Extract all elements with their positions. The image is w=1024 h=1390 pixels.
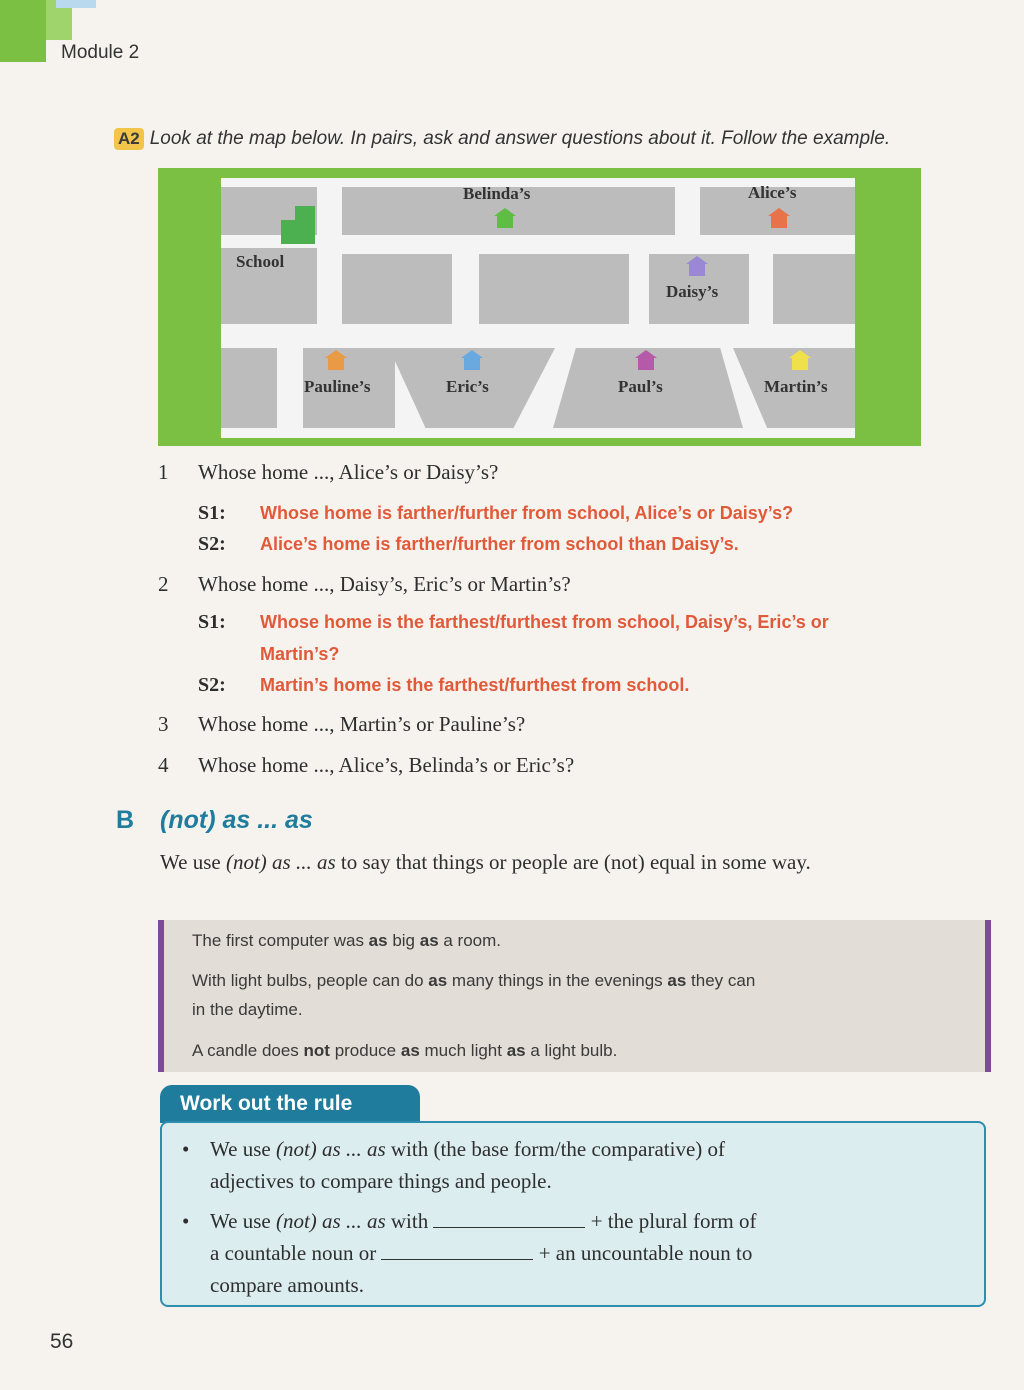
map-label-eric: Eric’s [446,377,489,396]
task-badge: A2 [114,128,144,150]
map-label-martin: Martin’s [764,377,828,396]
house-icon-pauline [325,350,347,370]
city-block [342,254,452,324]
question-item [158,712,525,737]
house-icon-eric [461,350,483,370]
section-title: (not) as ... as [160,806,313,834]
question-text: Whose home ..., Martin’s or Pauline’s? [198,712,526,736]
map-label-daisy: Daisy’s [666,282,719,301]
example-line [198,533,739,556]
map-label-alice: Alice’s [748,183,797,202]
speaker-label: S2: [198,674,226,696]
section-letter: B [116,806,135,834]
example-sentence: With light bulbs, people can do as many things in the evenings as they can in the daytime. [192,971,756,1019]
example-line [198,502,793,525]
section-intro: We use (not) as ... as to say that things or people are (not) equal in some way. [160,850,811,874]
speaker-label: S1: [198,611,226,633]
question-item [158,460,498,485]
example-sentences-box [158,920,991,1072]
rule-bullet: • We use (not) as ... as with (the base form/the comparative) of adjectives to compare things and people. [182,1137,725,1193]
map-label-school: School [236,252,285,271]
task-instruction [114,128,890,150]
question-number: 2 [158,572,169,596]
example-line [198,674,689,697]
example-answer: Martin’s home is the farthest/furthest from school. [260,675,690,695]
example-answer: Alice’s home is farther/further from school than Daisy’s. [260,534,739,554]
example-sentence: A candle does not produce as much light as a light bulb. [192,1041,618,1060]
example-line [260,643,339,666]
city-block [479,254,629,324]
question-text: Whose home ..., Alice’s or Daisy’s? [198,460,499,484]
house-icon-belinda [494,208,516,228]
fill-in-blank[interactable] [433,1213,585,1228]
city-block [221,348,277,428]
speaker-label: S1: [198,502,226,524]
question-item [158,753,574,778]
page-number: 56 [50,1330,74,1353]
rule-bullet: • We use (not) as ... as with + the plural form of a countable noun or + an uncountable noun to compare amounts. [182,1209,757,1297]
city-block [773,254,855,324]
question-number: 1 [158,460,169,484]
question-number: 4 [158,753,169,777]
module-label: Module 2 [61,42,140,63]
question-text: Whose home ..., Alice’s, Belinda’s or Eric’s? [198,753,575,777]
street-map [221,178,855,438]
example-sentence: The first computer was as big as a room. [192,931,502,950]
house-icon-martin [789,350,811,370]
map-label-belinda: Belinda’s [463,184,531,203]
rule-box [160,1121,986,1307]
map-label-paul: Paul’s [618,377,663,396]
corner-decoration [0,0,46,62]
house-icon-paul [635,350,657,370]
house-icon-daisy [686,256,708,276]
speaker-label: S2: [198,533,226,555]
task-text: Look at the map below. In pairs, ask and answer questions about it. Follow the example. [149,128,891,149]
question-item [158,572,571,597]
corner-decoration [56,0,96,8]
example-answer: Martin’s? [260,644,340,664]
question-text: Whose home ..., Daisy’s, Eric’s or Martin’s? [198,572,571,596]
example-answer: Whose home is farther/further from school, Alice’s or Daisy’s? [260,503,794,523]
fill-in-blank[interactable] [381,1245,533,1260]
house-icon-alice [768,208,790,228]
question-number: 3 [158,712,169,736]
rule-tab-title: Work out the rule [160,1085,420,1123]
school-building-icon [281,206,315,244]
map-label-pauline: Pauline’s [304,377,371,396]
example-line [198,611,829,634]
example-answer: Whose home is the farthest/furthest from school, Daisy’s, Eric’s or [260,612,829,632]
